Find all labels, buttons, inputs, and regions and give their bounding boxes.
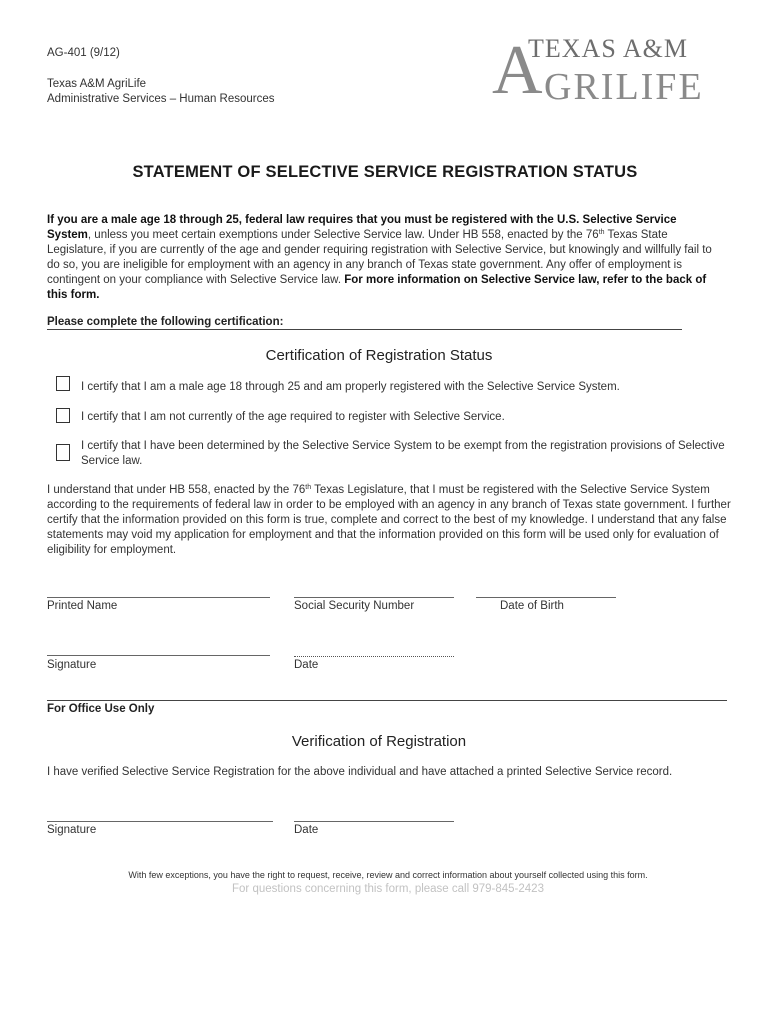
checkbox-not-of-age[interactable] xyxy=(56,408,70,423)
form-code: AG-401 (9/12) xyxy=(47,47,120,59)
intro-body-b: Texas State Legislature, if you are currently of the age and gender requiring registration with Selective Service, but knowingly and willfully fail to do so, you are ineligible for employment with an agency in any branch of Texas state government. Any offer of employment is contingent on your compliance with Selective Service law. xyxy=(47,229,712,286)
checkbox-registered[interactable] xyxy=(56,376,70,391)
printed-name-line[interactable] xyxy=(47,597,270,598)
understand-part-a: I understand that under HB 558, enacted by the 76 xyxy=(47,484,306,496)
checkbox-exempt[interactable] xyxy=(56,444,70,461)
understand-superscript: th xyxy=(305,484,312,491)
privacy-notice: With few exceptions, you have the right to request, receive, review and correct information about yourself collected using this form. xyxy=(128,870,648,880)
office-signature-label: Signature xyxy=(47,824,97,836)
office-date-label: Date xyxy=(294,824,319,836)
signature-label: Signature xyxy=(47,659,97,671)
logo-top-text: TEXAS A&M xyxy=(528,34,688,63)
dob-label: Date of Birth xyxy=(500,600,564,612)
intro-superscript: th xyxy=(598,229,605,236)
office-use-label: For Office Use Only xyxy=(47,703,155,715)
date-line[interactable] xyxy=(294,656,454,657)
option-registered-text: I certify that I am a male age 18 through 25 and am properly registered with the Selective Service System. xyxy=(81,381,620,393)
intro-body-a: , unless you meet certain exemptions under Selective Service law. Under HB 558, enacted by the 76 xyxy=(87,229,599,241)
logo-bottom-text: GRILIFE xyxy=(544,66,704,108)
ssn-label: Social Security Number xyxy=(294,600,415,612)
contact-line: For questions concerning this form, please call 979-845-2423 xyxy=(232,883,544,895)
date-label: Date xyxy=(294,659,319,671)
printed-name-label: Printed Name xyxy=(47,600,118,612)
certification-heading: Certification of Registration Status xyxy=(265,347,493,364)
intro-bold-lead: If you are a male age 18 through 25, federal law requires that you must be registered with the U.S. Selective Service System xyxy=(47,214,677,241)
verification-heading: Verification of Registration xyxy=(291,733,467,750)
signature-line[interactable] xyxy=(47,655,270,656)
option-exempt-text: I certify that I have been determined by the Selective Service System to be exempt from the registration provisions of Selective Service law. xyxy=(81,440,725,467)
ssn-line[interactable] xyxy=(294,597,454,598)
department-name: Administrative Services – Human Resources xyxy=(47,93,275,105)
office-date-line[interactable] xyxy=(294,821,454,822)
document-title: STATEMENT OF SELECTIVE SERVICE REGISTRATION STATUS xyxy=(132,163,638,181)
intro-bold-tail: For more information on Selective Service law, refer to the back of this form. xyxy=(47,274,707,301)
office-signature-line[interactable] xyxy=(47,821,273,822)
understand-part-b: Texas Legislature, that I must be registered with the Selective Service System according to the requirements of federal law in order to be employed with an agency in any branch of Texas state government. I further certify that the information provided on this form is true, complete and correct to the best of my knowledge. I understand that any false statements may void my application for employment and that the information provided on this form will be used only for evaluation of eligibility for employment. xyxy=(47,484,731,556)
agrilife-logo xyxy=(488,28,728,108)
option-not-of-age-text: I certify that I am not currently of the age required to register with Selective Service. xyxy=(81,411,505,423)
intro-paragraph xyxy=(47,213,719,303)
please-complete-label: Please complete the following certification: xyxy=(47,316,284,328)
office-divider xyxy=(47,700,727,701)
understanding-paragraph xyxy=(47,483,737,558)
please-complete-underline xyxy=(47,329,682,330)
verification-text: I have verified Selective Service Registration for the above individual and have attached a printed Selective Service record. xyxy=(47,766,673,778)
organization-name: Texas A&M AgriLife xyxy=(47,78,147,90)
logo-big-letter: A xyxy=(492,32,543,109)
dob-line[interactable] xyxy=(476,597,616,598)
